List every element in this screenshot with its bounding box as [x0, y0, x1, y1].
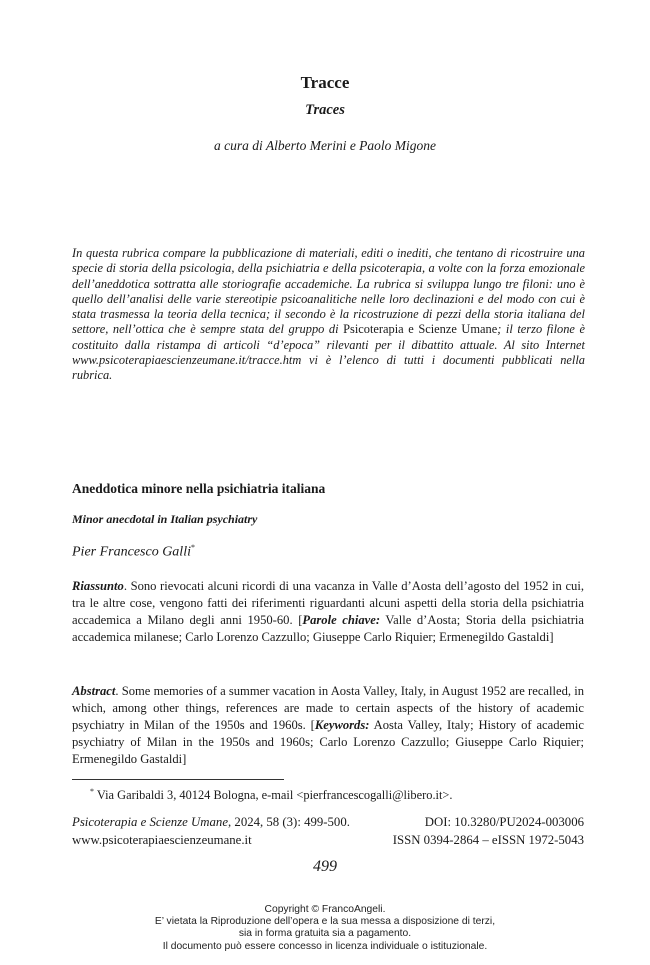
author-footnote-mark: * [190, 543, 195, 552]
copyright-line: E’ vietata la Riproduzione dell’opera e la sua messa a disposizione di terzi, [154, 916, 496, 928]
footnote-text: Via Garibaldi 3, 40124 Bologna, e-mail <pierfrancescogalli@libero.it>. [94, 788, 453, 803]
riassunto-paragraph [72, 578, 584, 646]
copyright-line: Il documento può essere concesso in licenza individuale o istituzionale. [162, 940, 488, 952]
abstract-keywords: Aosta Valley, Italy; History of academic psychiatry of Milan in the 1950s and 1960s; Carlo Lorenzo Cazzullo; Giuseppe Carlo Riquier; Ermenegildo Gastaldi] [72, 718, 584, 766]
copyright-line: sia in forma gratuita sia a pagamento. [238, 928, 412, 940]
citation-reference [72, 815, 350, 830]
author-name [72, 543, 195, 561]
riassunto-label: Riassunto [72, 579, 124, 593]
intro-journal-name: Psicoterapia e Scienze Umane [343, 322, 498, 337]
abstract-body: . Some memories of a summer vacation in Aosta Valley, Italy, in August 1952 are recalled, in which, among other things, references are made to certain aspects of the history of academic psychiatry in Milan of the 1950s and 1960s. [ [72, 684, 584, 732]
citation-journal: Psicoterapia e Scienze Umane [72, 815, 229, 829]
abstract-keywords-label: Keywords: [314, 718, 370, 732]
rubric-title: Tracce [300, 73, 350, 92]
riassunto-keywords: Valle d’Aosta; Storia della psichiatria accademica milanese; Carlo Lorenzo Cazzullo; Giuseppe Carlo Riquier; Ermenegildo Gastaldi] [72, 613, 585, 644]
copyright-line: Copyright © FrancoAngeli. [264, 904, 386, 915]
citation-website: www.psicoterapiaescienzeumane.it [72, 833, 252, 847]
citation-doi: DOI: 10.3280/PU2024-003006 [424, 815, 584, 829]
citation-volume: , 2024, 58 (3): 499-500. [228, 815, 350, 829]
rubric-introduction [72, 246, 585, 384]
footnote-mark: * [90, 787, 94, 796]
rubric-subtitle: Traces [305, 102, 345, 118]
abstract-paragraph [72, 683, 584, 768]
riassunto-body: . Sono rievocati alcuni ricordi di una vacanza in Valle d’Aosta dell’agosto del 1952 in cui, tra le altre cose, vengono fatti dei riferimenti riguardanti alcuni aspetti della storia della psichiatria accademica a Milano degli anni 1950-60. [ [72, 579, 584, 627]
footnote [90, 787, 453, 803]
author-name-text: Pier Francesco Galli [72, 544, 191, 560]
intro-text-part-2: ; il terzo filone è costituito dalla ristampa di articoli “d’epoca” rilevanti per il dibattito attuale. Al sito Internet www.psicoterapiaescienzeumane.it/tracce.htm vi è l’elenco di tutti i documenti pubblicati nella rubrica. [72, 322, 585, 383]
page-number: 499 [313, 858, 337, 875]
article-title: Aneddotica minore nella psichiatria italiana [72, 481, 326, 496]
citation-issn: ISSN 0394-2864 – eISSN 1972-5043 [392, 833, 584, 847]
article-subtitle: Minor anecdotal in Italian psychiatry [72, 512, 258, 526]
rubric-editors: a cura di Alberto Merini e Paolo Migone [213, 138, 437, 153]
abstract-label: Abstract [72, 684, 116, 698]
footnote-divider [72, 779, 284, 780]
copyright-notice [0, 904, 650, 953]
intro-text-part-1: In questa rubrica compare la pubblicazione di materiali, editi o inediti, che tentano di ricostruire una specie di storia della psicologia, della psichiatria e della psicoterapia, a volte con la forza emozionale dell’aneddotica sottratta alle storiografie accademiche. La rubrica si sviluppa lungo tre filoni: uno è quello dell’analisi delle varie stereotipie psicoanalitiche nelle loro declinazioni e del modo con cui è stata trasmessa la teoria della tecnica; il secondo è la ricostruzione di pezzi della storia italiana del settore, nell’ottica che è sempre stata del gruppo di [72, 246, 585, 337]
riassunto-keywords-label: Parole chiave: [302, 613, 381, 627]
